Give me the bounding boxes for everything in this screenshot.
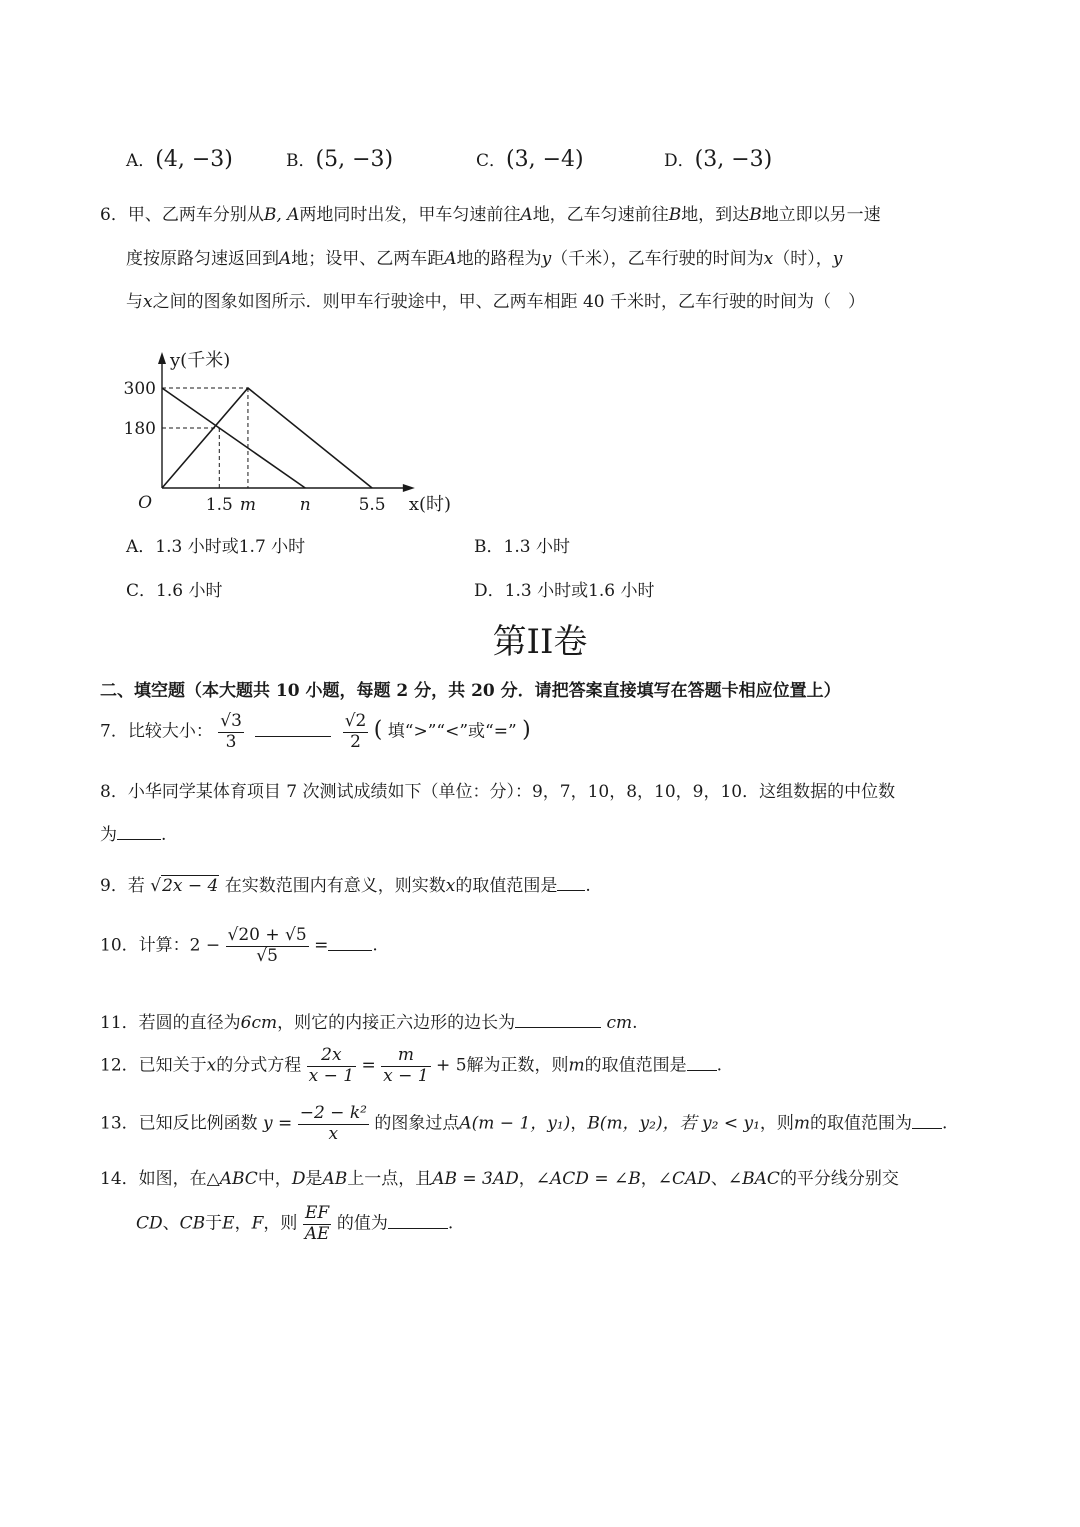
section-title: 第II卷 — [492, 622, 588, 662]
text: . — [447, 1213, 454, 1234]
text: 为 — [100, 825, 117, 845]
numerator: √2 — [344, 711, 367, 731]
text: . — [942, 1113, 948, 1134]
text: . — [632, 1013, 638, 1033]
option-letter: B． — [286, 151, 316, 171]
answer-blank[interactable] — [388, 1214, 448, 1229]
answer-blank[interactable] — [117, 825, 161, 840]
q5-option-b — [286, 146, 393, 172]
option-value: (3, −4) — [506, 147, 584, 172]
var: x — [763, 249, 774, 269]
option-letter: A． — [126, 537, 156, 557]
sqrt-sign: √ — [150, 876, 162, 896]
condition: ，若 y₂ < y₁ — [662, 1113, 760, 1134]
fraction — [307, 1046, 356, 1086]
text: . — [161, 825, 167, 845]
section-heading: 二、填空题（本大题共 10 小题，每题 2 分，共 20 分．请把答案直接填写在答题卡相应位置上） — [100, 681, 841, 701]
math: AB = 3AD — [432, 1169, 519, 1189]
option-value: (5, −3) — [315, 147, 394, 172]
var: x — [206, 1055, 217, 1076]
math: ∠ACD = ∠B — [535, 1169, 641, 1189]
text: 13．已知反比例函数 — [100, 1113, 258, 1134]
math: AB — [322, 1169, 348, 1189]
var: A — [520, 205, 533, 225]
numerator: 2x — [307, 1046, 356, 1067]
answer-blank[interactable] — [328, 936, 372, 951]
fraction — [303, 1204, 332, 1244]
y-tick-label: 300 — [123, 379, 156, 400]
text: 度按原路匀速返回到 — [126, 249, 279, 269]
q14-line-2 — [136, 1204, 453, 1244]
q8-line-1: 8．小华同学某体育项目 7 次测试成绩如下（单位：分）：9，7，10，8，10，9，10．这组数据的中位数 — [100, 782, 896, 802]
text: 是 — [305, 1169, 323, 1189]
y-tick-label: 180 — [123, 419, 156, 440]
fraction — [343, 712, 369, 752]
answer-blank[interactable] — [912, 1114, 942, 1129]
option-letter: A． — [126, 151, 156, 171]
text: 的平分线分别交 — [779, 1169, 899, 1189]
math: △ABC — [206, 1169, 258, 1189]
point-a: A(m − 1，y₁) — [459, 1113, 571, 1134]
math: ∠CAD — [657, 1169, 711, 1189]
q6-option-a — [126, 532, 305, 557]
q13 — [100, 1104, 947, 1144]
math: CD — [136, 1213, 163, 1234]
q6-option-d — [474, 576, 655, 601]
var: A — [444, 249, 457, 269]
math: CB — [179, 1213, 206, 1234]
denominator: x − 1 — [308, 1065, 355, 1086]
answer-blank[interactable] — [515, 1013, 601, 1028]
numerator: √20 + √5 — [227, 925, 307, 945]
var: A — [279, 249, 292, 269]
denominator: √5 — [256, 945, 278, 966]
x-axis-label: x(时) — [408, 494, 452, 515]
q6-option-b — [474, 532, 570, 557]
var: B, A — [263, 205, 300, 225]
x-axis-arrow — [403, 484, 415, 492]
numerator: √3 — [220, 711, 242, 731]
text: . — [585, 876, 591, 896]
x-tick-label: 1.5 — [205, 495, 233, 515]
q6-option-c — [126, 576, 222, 601]
text: 、 — [710, 1169, 728, 1189]
q6-line-1 — [100, 200, 881, 225]
text: 之间的图象如图所示．则甲车行驶途中，甲、乙两车相距 40 千米时，乙车行驶的时间为（ ） — [152, 292, 866, 312]
series-line — [162, 388, 372, 488]
text: 的取值范围是 — [584, 1055, 687, 1076]
q14-line-1 — [100, 1164, 899, 1189]
var: y = — [263, 1113, 293, 1134]
text: . — [716, 1055, 723, 1076]
fraction — [218, 712, 244, 752]
text: ， — [518, 1169, 536, 1189]
y-axis-label: y(千米) — [170, 350, 231, 372]
text: 地的路程为 — [456, 249, 542, 269]
option-letter: D． — [474, 581, 505, 601]
text: 7．比较大小： — [100, 721, 213, 742]
text: ， — [640, 1169, 658, 1189]
text: 6．甲、乙两车分别从 — [100, 205, 264, 225]
hint: 填“>”“<”或“=” — [387, 721, 517, 742]
denominator: x − 1 — [383, 1065, 429, 1086]
q5-option-c — [476, 146, 584, 172]
q9 — [100, 871, 591, 896]
text: 的取值范围是 — [455, 876, 558, 896]
option-value: (3, −3) — [694, 147, 773, 172]
q6-line-2 — [126, 244, 842, 269]
q12 — [100, 1046, 722, 1086]
y-axis-arrow — [158, 352, 166, 364]
denominator: x — [328, 1123, 339, 1144]
numerator: EF — [303, 1204, 332, 1225]
text: 的取值范围为 — [810, 1113, 913, 1134]
text: 地；设甲、乙两车距 — [291, 249, 445, 269]
x-tick-label: 5.5 — [358, 495, 386, 515]
q6-line-3 — [126, 287, 865, 312]
text: 、 — [162, 1213, 180, 1234]
value: 6cm — [240, 1013, 278, 1033]
q11 — [100, 1008, 638, 1033]
var: m — [568, 1055, 585, 1076]
option-letter: C． — [126, 581, 157, 601]
var: B — [668, 205, 682, 225]
option-letter: B． — [474, 537, 504, 557]
option-text: 1.3 小时或1.7 小时 — [155, 537, 306, 557]
text: + 5 — [436, 1055, 467, 1076]
x-tick-label: n — [299, 495, 311, 515]
text: 地立即以另一速 — [761, 205, 881, 225]
point-b: B(m，y₂) — [587, 1113, 663, 1134]
text: ，则 — [759, 1113, 794, 1134]
option-letter: C． — [476, 151, 507, 171]
text: 地，到达 — [681, 205, 750, 225]
option-text: 1.6 小时 — [156, 581, 223, 601]
option-value: (4, −3) — [155, 147, 233, 172]
math: F — [251, 1213, 264, 1234]
origin-label: O — [138, 493, 152, 513]
text: 与 — [126, 292, 143, 312]
text: 中， — [257, 1169, 292, 1189]
option-text: 1.3 小时或1.6 小时 — [504, 581, 655, 601]
text: （千米），乙车行驶的时间为 — [551, 249, 764, 269]
var: y — [541, 249, 552, 269]
text: 9．若 — [100, 876, 145, 896]
text: ，则它的内接正六边形的边长为 — [277, 1013, 516, 1033]
denominator: AE — [304, 1223, 330, 1244]
text: 于 — [205, 1213, 223, 1234]
radicand: 2x − 4 — [162, 876, 219, 896]
q8-line-2 — [100, 820, 166, 845]
numerator: m — [381, 1046, 430, 1067]
text: 14．如图，在 — [100, 1169, 207, 1189]
text: ， — [570, 1113, 588, 1134]
answer-blank[interactable] — [687, 1056, 717, 1071]
distance-time-chart — [110, 320, 470, 520]
denominator: 2 — [350, 731, 361, 752]
text: 的值为 — [336, 1213, 388, 1234]
var: B — [749, 205, 762, 225]
var: x — [143, 292, 153, 312]
fraction — [381, 1046, 430, 1086]
option-letter: D． — [664, 151, 695, 171]
math: D — [291, 1169, 306, 1189]
var: m — [793, 1113, 811, 1134]
var: y — [832, 249, 843, 269]
text: 解为正数，则 — [466, 1055, 569, 1076]
paren: ( — [373, 717, 383, 743]
text: （时）， — [773, 249, 833, 269]
text: 地，乙车匀速前往 — [532, 205, 669, 225]
text: 10．计算：2 − — [100, 935, 221, 956]
q10 — [100, 926, 378, 966]
denominator: 3 — [225, 731, 237, 752]
unit: cm — [606, 1013, 633, 1033]
text: = — [314, 935, 329, 956]
numerator: −2 − k² — [299, 1103, 367, 1123]
math: E — [222, 1213, 235, 1234]
var: x — [445, 876, 456, 896]
text: 12．已知关于 — [100, 1055, 207, 1076]
option-text: 1.3 小时 — [503, 537, 570, 557]
paren: ) — [522, 717, 531, 743]
text: 上一点，且 — [347, 1169, 433, 1189]
x-tick-label: m — [239, 495, 257, 515]
text: 11．若圆的直径为 — [100, 1013, 241, 1033]
text: 的分式方程 — [216, 1055, 302, 1076]
text: 的图象过点 — [374, 1113, 460, 1134]
series-line — [162, 388, 305, 488]
answer-blank[interactable] — [557, 876, 585, 891]
text: . — [372, 935, 378, 956]
fraction — [226, 926, 309, 966]
q5-option-a — [126, 146, 233, 172]
fraction — [298, 1104, 369, 1144]
text: ，则 — [263, 1213, 298, 1234]
text: 两地同时出发，甲车匀速前往 — [299, 205, 521, 225]
text: ， — [234, 1213, 252, 1234]
answer-blank[interactable] — [255, 722, 331, 737]
q5-option-d — [664, 146, 772, 172]
text: = — [361, 1055, 376, 1076]
text: 在实数范围内有意义，则实数 — [224, 876, 446, 896]
math: ∠BAC — [727, 1169, 780, 1189]
q7 — [100, 712, 531, 752]
